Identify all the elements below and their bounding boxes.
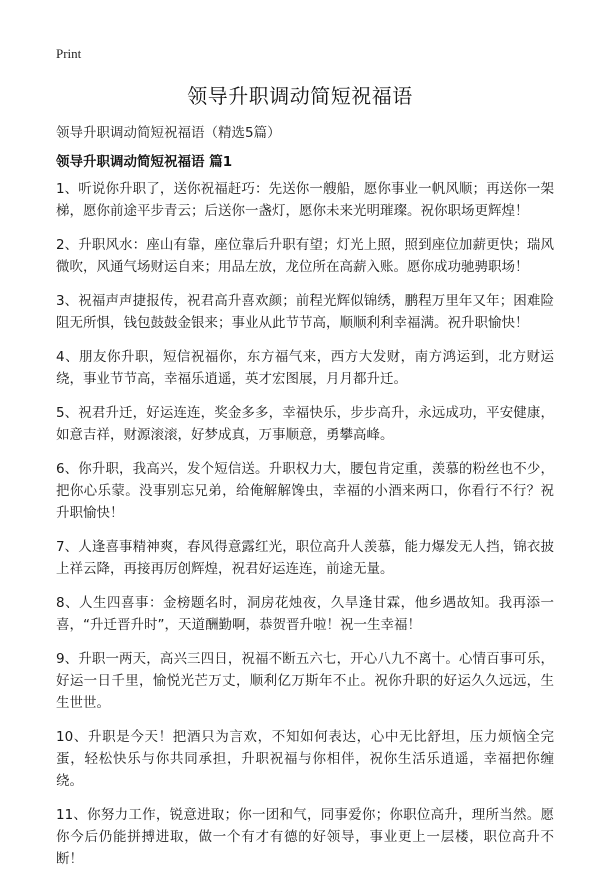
document-subtitle: 领导升职调动简短祝福语（精选5篇） — [56, 125, 281, 141]
list-item: 6、你升职，我高兴，发个短信送。升职权力大，腰包肯定重，羡慕的粉丝也不少，把你心乐蒙。没事别忘兄弟，给俺解解馋虫，幸福的小酒来两口，你看行不行？祝升职愉快！ — [56, 461, 554, 521]
page-title: 领导升职调动简短祝福语 — [187, 84, 413, 108]
list-item: 2、升职风水：座山有靠，座位靠后升职有望；灯光上照，照到座位加薪更快；瑞风微吹，风通气场财运自来；用品左放，龙位所在高薪入账。愿你成功驰骋职场！ — [56, 237, 554, 275]
section-heading: 领导升职调动简短祝福语 篇1 — [56, 154, 233, 170]
list-item: 11、你努力工作，锐意进取；你一团和气，同事爱你；你职位高升，理所当然。愿你今后仍能拼搏进取，做一个有才有德的好领导，事业更上一层楼，职位高升不断！ — [56, 807, 554, 867]
list-item: 8、人生四喜事：金榜题名时，洞房花烛夜，久旱逢甘霖，他乡遇故知。我再添一喜，“升迁晋升时”，天道酬勤啊，恭贺晋升啦！祝一生幸福！ — [56, 595, 554, 633]
list-item: 5、祝君升迁，好运连连，奖金多多，幸福快乐，步步高升，永远成功，平安健康，如意吉祥，财源滚滚，好梦成真，万事顺意，勇攀高峰。 — [56, 405, 554, 443]
blessing-list — [56, 178, 554, 882]
list-item: 7、人逢喜事精神爽，春风得意露红光，职位高升人羡慕，能力爆发无人挡，锦衣披上祥云降，再接再厉创辉煌，祝君好运连连，前途无量。 — [56, 539, 554, 577]
list-item: 9、升职一两天，高兴三四日，祝福不断五六七，开心八九不离十。心情百事可乐，好运一日千里，愉悦光芒万丈，顺利亿万斯年不止。祝你升职的好运久久远远，生生世世。 — [56, 651, 554, 711]
list-item: 4、朋友你升职，短信祝福你，东方福气来，西方大发财，南方鸿运到，北方财运绕，事业节节高，幸福乐逍遥，英才宏图展，月月都升迁。 — [56, 349, 554, 387]
list-item: 3、祝福声声捷报传，祝君高升喜欢颜；前程光辉似锦绣，鹏程万里年又年；困难险阻无所惧，钱包鼓鼓金银来；事业从此节节高，顺顺利利幸福满。祝升职愉快！ — [56, 293, 554, 331]
print-link[interactable]: Print — [56, 46, 82, 61]
list-item: 1、听说你升职了，送你祝福赶巧：先送你一艘船，愿你事业一帆风顺；再送你一架梯，愿你前途平步青云；后送你一盏灯，愿你未来光明璀璨。祝你职场更辉煌！ — [56, 181, 554, 219]
list-item: 10、升职是今天！把酒只为言欢，不知如何表达，心中无比舒坦，压力烦恼全完蛋，轻松快乐与你共同承担，升职祝福与你相伴，祝你生活乐逍遥，幸福把你缠绕。 — [56, 729, 554, 789]
